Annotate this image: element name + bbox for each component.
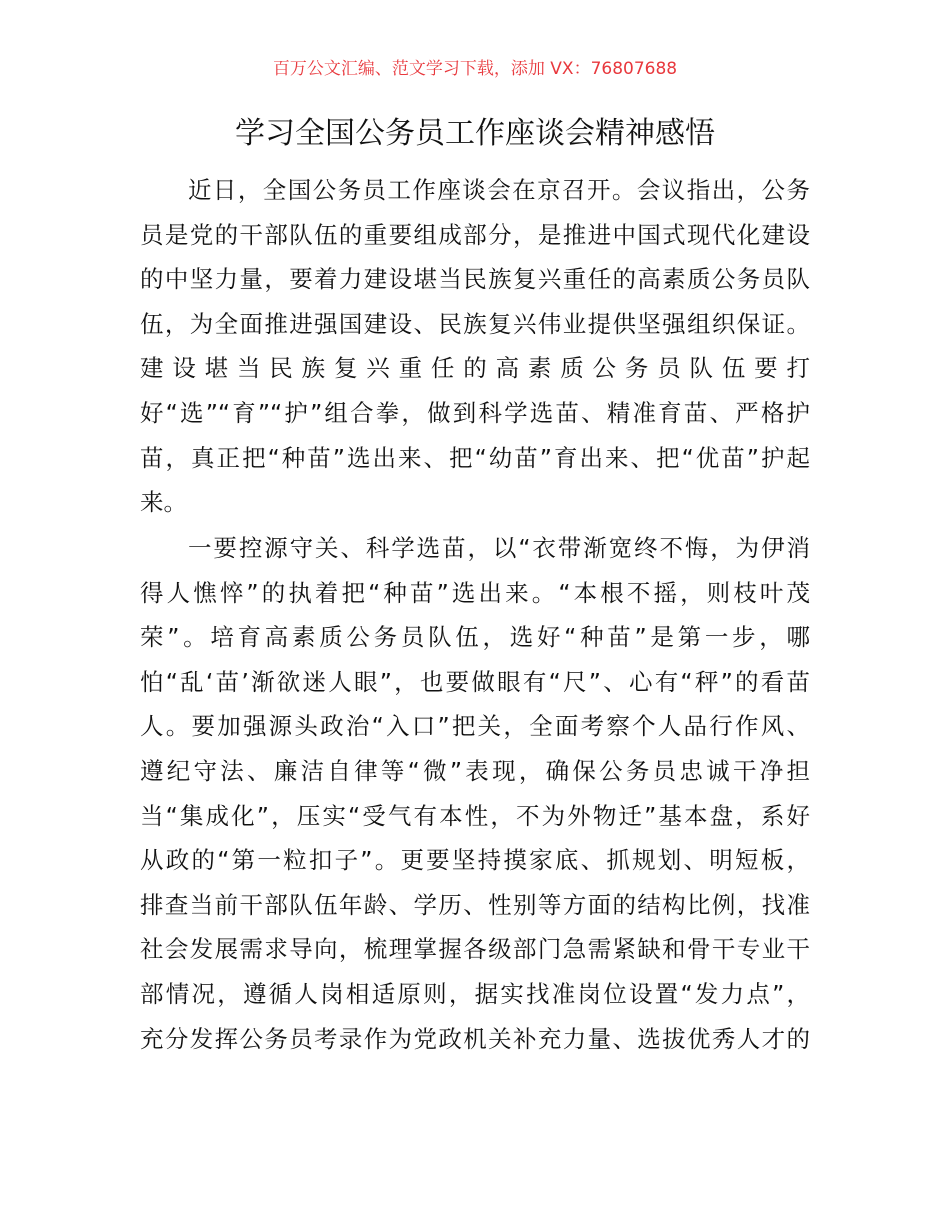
paragraph-line: 近日，全国公务员工作座谈会在京召开。会议指出，公务 — [188, 176, 810, 204]
paragraph-line: 社会发展需求导向，梳理掌握各级部门急需紧缺和骨干专业干 — [140, 935, 810, 964]
paragraph-line: 建设堪当民族复兴重任的高素质公务员队伍要打 — [140, 354, 810, 383]
paragraph-line: 从政的“第一粒扣子”。更要坚持摸家底、抓规划、明短板， — [140, 846, 810, 875]
paragraph-line: 一要控源守关、科学选苗，以“衣带渐宽终不悔，为伊消 — [188, 534, 810, 562]
paragraph-line: 的中坚力量，要着力建设堪当民族复兴重任的高素质公务员队 — [140, 265, 810, 294]
paragraph-line: 当“集成化”，压实“受气有本性，不为外物迁”基本盘，系好 — [140, 801, 810, 830]
paragraph-line: 员是党的干部队伍的重要组成部分，是推进中国式现代化建设 — [140, 220, 810, 249]
paragraph-line: 伍，为全面推进强国建设、民族复兴伟业提供坚强组织保证。 — [140, 309, 810, 338]
paragraph-1 — [140, 168, 810, 525]
paragraph-line: 部情况，遵循人岗相适原则，据实找准岗位设置“发力点”， — [140, 979, 810, 1008]
paragraph-line: 充分发挥公务员考录作为党政机关补充力量、选拔优秀人才的 — [140, 1024, 810, 1053]
paragraph-line: 得人憔悴”的执着把“种苗”选出来。“本根不摇，则枝叶茂 — [140, 578, 810, 607]
paragraph-line: 来。 — [140, 488, 187, 517]
paragraph-line: 人。要加强源头政治“入口”把关，全面考察个人品行作风、 — [140, 712, 810, 741]
document-title: 学习全国公务员工作座谈会精神感悟 — [235, 116, 715, 151]
paragraph-line: 遵纪守法、廉洁自律等“微”表现，确保公务员忠诚干净担 — [140, 756, 810, 785]
paragraph-line: 苗，真正把“种苗”选出来、把“幼苗”育出来、把“优苗”护起 — [140, 443, 810, 472]
paragraph-line: 好“选”“育”“护”组合拳，做到科学选苗、精准育苗、严格护 — [140, 398, 810, 427]
paragraph-2 — [140, 526, 810, 1061]
paragraph-line: 怕“乱‘苗’渐欲迷人眼”，也要做眼有“尺”、心有“秤”的看苗 — [140, 667, 810, 696]
watermark-header: 百万公文汇编、范文学习下载，添加 VX：76807688 — [272, 59, 678, 79]
paragraph-line: 荣”。培育高素质公务员队伍，选好“种苗”是第一步，哪 — [140, 623, 810, 652]
paragraph-line: 排查当前干部队伍年龄、学历、性别等方面的结构比例，找准 — [140, 890, 810, 919]
